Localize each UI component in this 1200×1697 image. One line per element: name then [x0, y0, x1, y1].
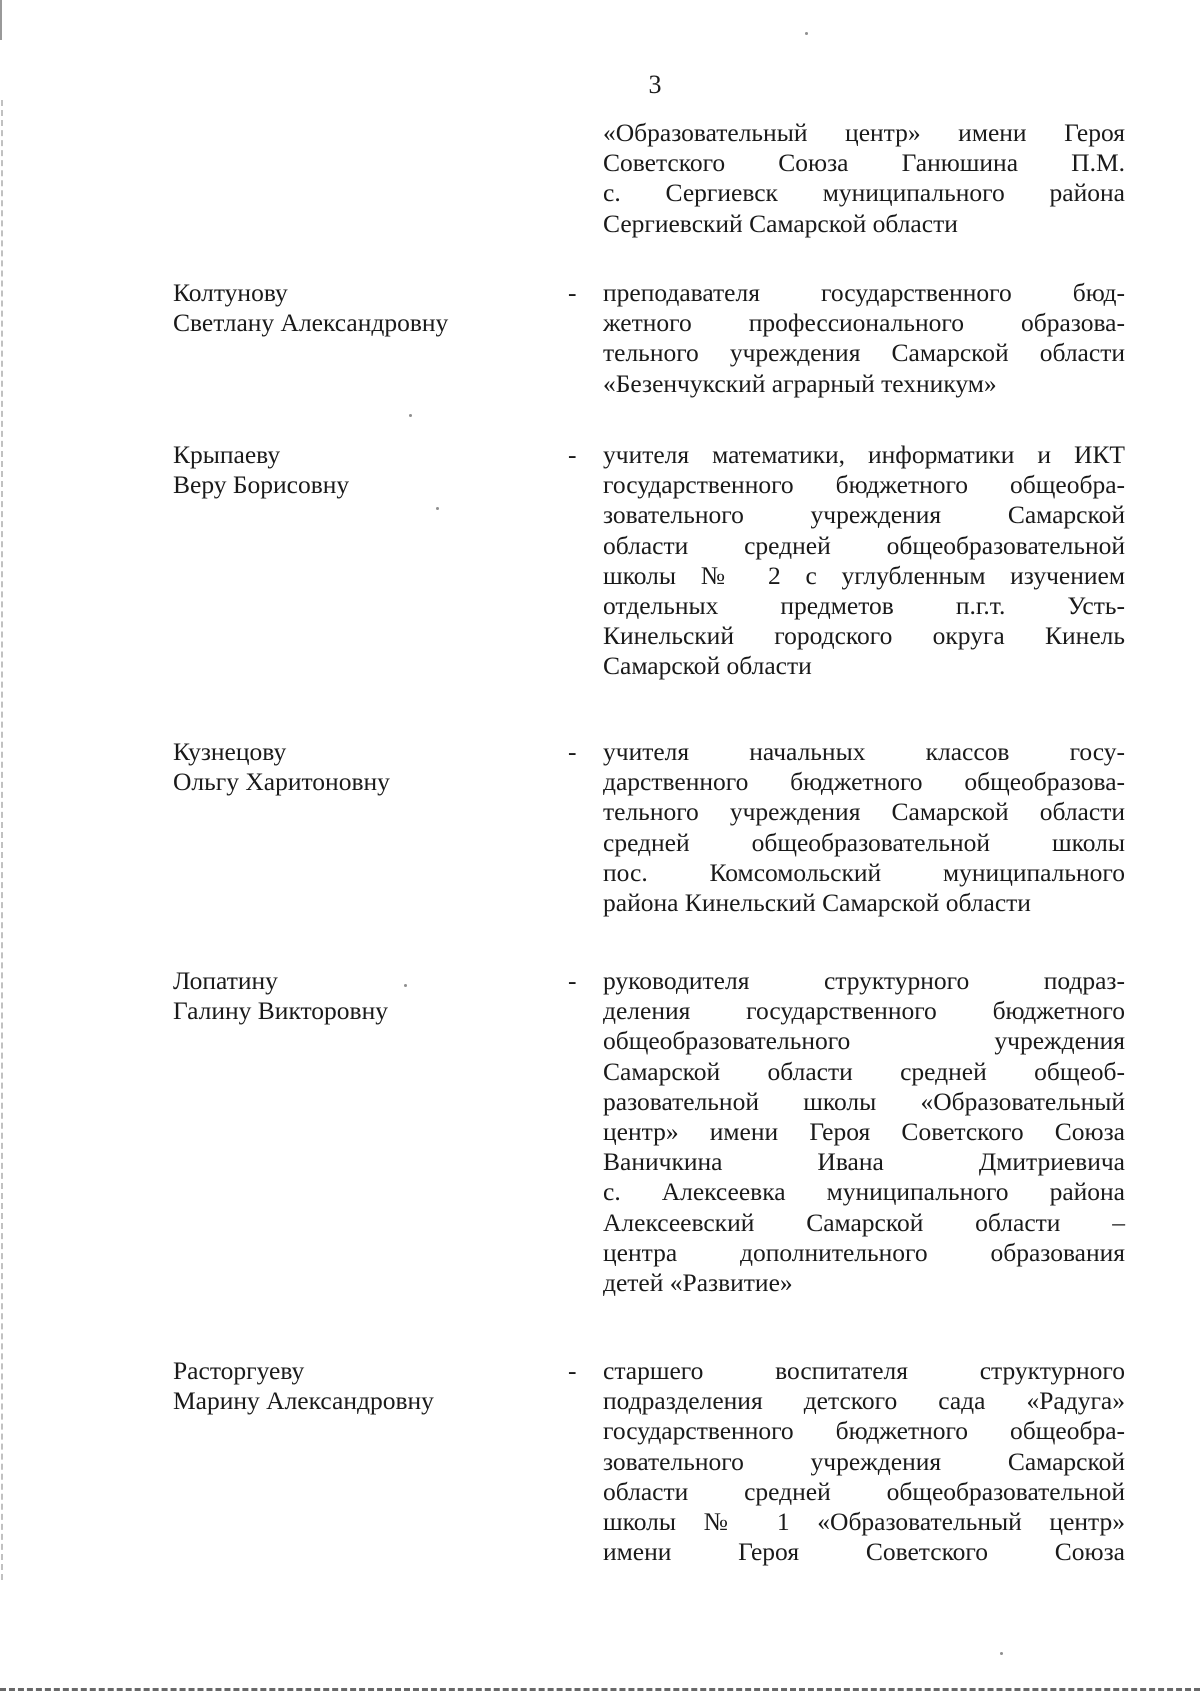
position-line: подразделения детского сада «Радуга»	[603, 1386, 1125, 1416]
position-line: детей «Развитие»	[603, 1268, 793, 1298]
position-line: учителя начальных классов госу-	[603, 737, 1125, 766]
position-line: разовательной школы «Образовательный	[603, 1086, 1125, 1116]
entry-dash: -	[568, 278, 577, 307]
position-line: тельного учреждения Самарской области	[603, 797, 1125, 827]
position-line: области средней общеобразовательной	[603, 530, 1125, 560]
position-line: Самарской области средней общеоб-	[603, 1056, 1125, 1086]
position-line: с. Алексеевка муниципального района	[603, 1177, 1125, 1207]
position-line: школы № 1 «Образовательный центр»	[603, 1507, 1125, 1537]
appointee-surname: Колтунову	[173, 278, 288, 307]
continued-line: «Образовательный центр» имени Героя	[603, 118, 1125, 147]
position-line: преподавателя государственного бюд-	[603, 278, 1125, 307]
position-line: имени Героя Советского Союза	[603, 1537, 1125, 1567]
position-line: Самарской области	[603, 651, 812, 681]
position-line: государственного бюджетного общеобра-	[603, 470, 1125, 500]
position-line: руководителя структурного подраз-	[603, 966, 1125, 995]
position-line: деления государственного бюджетного	[603, 996, 1125, 1026]
appointee-position	[603, 278, 1125, 399]
appointee-given-names: Ольгу Харитоновну	[173, 767, 390, 797]
appointee-surname: Кузнецову	[173, 737, 287, 766]
appointee-position	[603, 1356, 1125, 1567]
position-line: жетного профессионального образова-	[603, 308, 1125, 338]
appointee-given-names: Веру Борисовну	[173, 470, 350, 500]
scan-speck	[805, 32, 808, 35]
appointee-surname: Лопатину	[173, 966, 278, 995]
position-line: зовательного учреждения Самарской	[603, 500, 1125, 530]
appointee-position	[603, 966, 1125, 1298]
entry-dash: -	[568, 440, 577, 469]
position-line: отдельных предметов п.г.т. Усть-	[603, 591, 1125, 621]
appointee-name	[173, 1356, 434, 1416]
scan-speck	[436, 507, 439, 510]
position-line: Ваничкина Ивана Дмитриевича	[603, 1147, 1125, 1177]
continued-text	[603, 118, 1125, 239]
position-line: общеобразовательного учреждения	[603, 1026, 1125, 1056]
appointee-name	[173, 440, 349, 500]
position-line: центра дополнительного образования	[603, 1237, 1125, 1267]
appointee-name	[173, 966, 388, 1026]
entry-dash: -	[568, 737, 577, 766]
continued-line: Сергиевский Самарской области	[603, 208, 958, 238]
continued-line: с. Сергиевск муниципального района	[603, 178, 1125, 208]
appointee-position	[603, 737, 1125, 918]
position-line: старшего воспитателя структурного	[603, 1356, 1125, 1385]
scan-speck	[404, 984, 407, 987]
appointee-name	[173, 737, 390, 797]
position-line: пос. Комсомольский муниципального	[603, 857, 1125, 887]
position-line: учителя математики, информатики и ИКТ	[603, 440, 1125, 469]
scan-speck	[1000, 1652, 1003, 1655]
position-line: школы № 2 с углубленным изучением	[603, 560, 1125, 590]
position-line: государственного бюджетного общеобра-	[603, 1416, 1125, 1446]
position-line: «Безенчукский аграрный техникум»	[603, 368, 997, 398]
appointee-given-names: Галину Викторовну	[173, 996, 388, 1026]
position-line: центр» имени Героя Советского Союза	[603, 1117, 1125, 1147]
scan-left-edge	[1, 100, 3, 1580]
position-line: средней общеобразовательной школы	[603, 827, 1125, 857]
entry-dash: -	[568, 1356, 577, 1385]
appointee-given-names: Светлану Александровну	[173, 308, 449, 338]
position-line: Кинельский городского округа Кинель	[603, 621, 1125, 651]
scan-speck	[409, 414, 412, 417]
scan-edge-mark	[0, 0, 2, 40]
position-line: Алексеевский Самарской области –	[603, 1207, 1125, 1237]
page-number: 3	[648, 70, 662, 99]
position-line: района Кинельский Самарской области	[603, 888, 1031, 918]
position-line: тельного учреждения Самарской области	[603, 338, 1125, 368]
appointee-surname: Крыпаеву	[173, 440, 281, 469]
appointee-name	[173, 278, 448, 338]
entry-dash: -	[568, 966, 577, 995]
appointee-position	[603, 440, 1125, 682]
position-line: дарственного бюджетного общеобразова-	[603, 767, 1125, 797]
scan-bottom-edge	[0, 1688, 1200, 1691]
position-line: области средней общеобразовательной	[603, 1476, 1125, 1506]
appointee-surname: Расторгуеву	[173, 1356, 305, 1385]
appointee-given-names: Марину Александровну	[173, 1386, 434, 1416]
position-line: зовательного учреждения Самарской	[603, 1446, 1125, 1476]
continued-line: Советского Союза Ганюшина П.М.	[603, 148, 1125, 178]
